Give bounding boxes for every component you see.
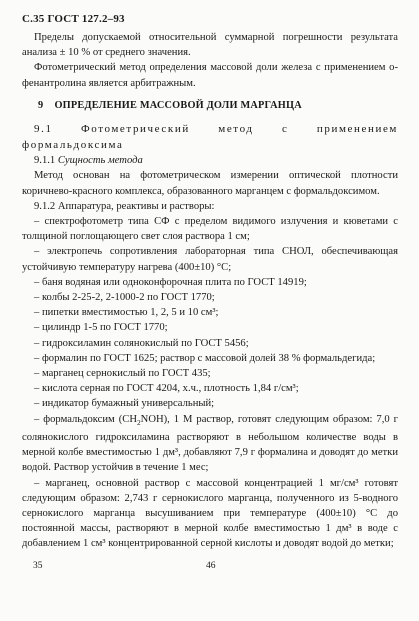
section-title: ОПРЕДЕЛЕНИЕ МАССОВОЙ ДОЛИ МАРГАНЦА <box>54 100 302 111</box>
section-body <box>22 122 398 552</box>
formaldoxime-text-b: NOH), 1 М раствор, готовят следующим образом: 7,0 г солянокислого гидроксиламина растворяют в небольшом количестве воды в мерной колбе вместимостью 1 дм³, добавляют 7,9 г формалина и доводят до метки водой. Раствор устойчив в течение 1 мес; <box>22 413 398 474</box>
list-item: – индикатор бумажный универсальный; <box>34 398 215 410</box>
intro-block <box>22 30 398 91</box>
list-item: – гидроксиламин солянокислый по ГОСТ 5456; <box>34 337 249 349</box>
section-heading <box>38 100 302 111</box>
list-item-formaldoxime <box>22 412 398 476</box>
section-number: 9 <box>38 100 44 111</box>
list-item: – марганец сернокислый по ГОСТ 435; <box>34 368 211 380</box>
footer-left-number: 35 <box>33 561 43 571</box>
list-item: – формалин по ГОСТ 1625; раствор с массовой долей 38 % формальдегида; <box>34 352 376 364</box>
list-item: – цилиндр 1-5 по ГОСТ 1770; <box>34 322 168 334</box>
subsection-9-1-2-title: 9.1.2 Аппаратура, реактивы и растворы: <box>34 200 215 212</box>
formaldoxime-subscript: 2 <box>136 417 141 427</box>
list-item-manganese-solution: – марганец, основной раствор с массовой концентрацией 1 мг/см³ готовят следующим образом: 2,743 г сернокислого марганца, полученного из 5-водного сернокислого марганца высушиванием при температуре (400±10) °С до постоянной массы, растворяют в мерной колбе вместимостью 1 дм³ в воде с добавлением 1 см³ концентрированной серной кислоты и доводят водой до метки; <box>22 477 398 550</box>
list-item: – пипетки вместимостью 1, 2, 5 и 10 см³; <box>34 307 219 319</box>
formaldoxime-text-a: – формальдоксим (CH <box>34 413 137 425</box>
list-item: – колбы 2-25-2, 2-1000-2 по ГОСТ 1770; <box>34 292 215 304</box>
list-item: – спектрофотометр типа СФ с пределом видимого излучения и кюветами с толщиной поглощающего свет слоя раствора 1 см; <box>22 216 398 243</box>
subsection-9-1: 9.1 Фотометрический метод с применением формальдоксима <box>22 123 398 151</box>
list-item: – электропечь сопротивления лабораторная типа СНОЛ, обеспечивающая устойчивую температуру нагрева (400±10) °С; <box>22 246 398 273</box>
subsection-9-1-1-title <box>22 153 398 168</box>
subsection-9-1-1-caption: Сущность метода <box>57 155 143 167</box>
method-essence-text: Метод основан на фотометрическом измерении оптической плотности коричнево-красного комплекса, образованного марганцем с формальдоксимом. <box>22 170 398 197</box>
page-number: 46 <box>206 561 216 571</box>
intro-paragraph-1: Пределы допускаемой относительной суммарной погрешности результата анализа ± 10 % от среднего значения. <box>22 32 398 59</box>
list-item: – баня водяная или одноконфорочная плита по ГОСТ 14919; <box>34 276 307 288</box>
subsection-9-1-1-number: 9.1.1 <box>34 155 56 167</box>
list-item: – кислота серная по ГОСТ 4204, х.ч., плотность 1,84 г/см³; <box>34 383 299 395</box>
intro-paragraph-2: Фотометрический метод определения массовой доли железа с применением о-фенантролина является арбитражным. <box>22 62 398 89</box>
page-header: С.35 ГОСТ 127.2–93 <box>22 13 125 25</box>
